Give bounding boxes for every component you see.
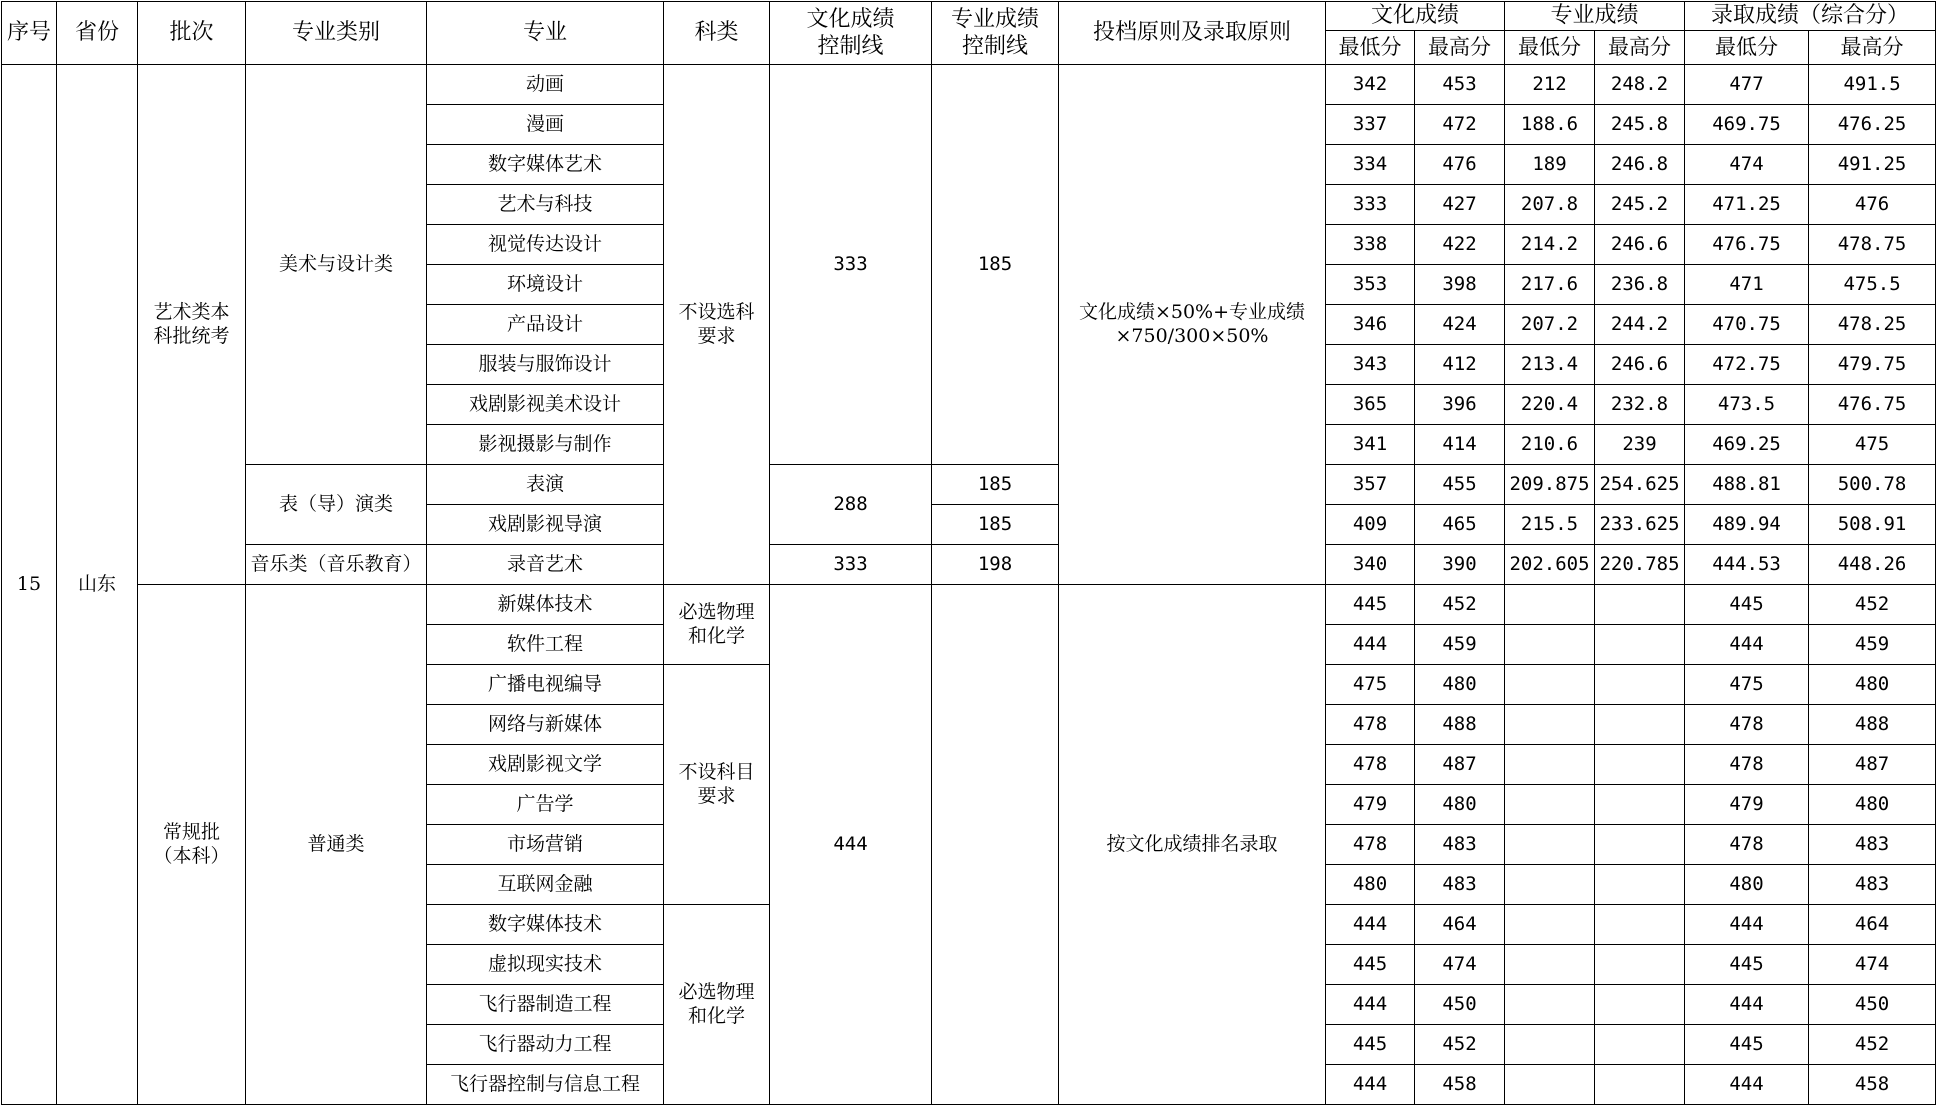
- pro-min-cell: [1505, 785, 1595, 825]
- regular-principle-cell: 按文化成绩排名录取: [1059, 585, 1326, 1105]
- culture-max-cell: 390: [1415, 545, 1505, 585]
- pro-max-cell: 245.2: [1595, 185, 1685, 225]
- pro-max-cell: 236.8: [1595, 265, 1685, 305]
- pro-min-cell: [1505, 705, 1595, 745]
- pro-max-cell: [1595, 865, 1685, 905]
- regular-category-cell: 普通类: [246, 585, 427, 1105]
- pro-max-cell: [1595, 825, 1685, 865]
- header-culture-line: 文化成绩 控制线: [770, 2, 932, 65]
- admissions-table: [1, 1, 1936, 1105]
- pro-max-cell: 244.2: [1595, 305, 1685, 345]
- header-admit-score: 录取成绩（综合分）: [1685, 2, 1936, 31]
- pro-max-cell: [1595, 1025, 1685, 1065]
- subject-phys-chem-cell: 必选物理 和化学: [664, 585, 770, 665]
- pro-min-cell: [1505, 825, 1595, 865]
- culture-min-cell: 445: [1326, 945, 1415, 985]
- admit-max-cell: 508.91: [1809, 505, 1936, 545]
- pro-min-cell: 207.8: [1505, 185, 1595, 225]
- culture-min-cell: 478: [1326, 745, 1415, 785]
- culture-max-cell: 396: [1415, 385, 1505, 425]
- culture-max-cell: 480: [1415, 665, 1505, 705]
- culture-min-cell: 479: [1326, 785, 1415, 825]
- culture-max-cell: 414: [1415, 425, 1505, 465]
- pro-min-cell: 217.6: [1505, 265, 1595, 305]
- category-perform-cell: 表（导）演类: [246, 465, 427, 545]
- culture-min-cell: 337: [1326, 105, 1415, 145]
- admit-max-cell: 476: [1809, 185, 1936, 225]
- major-cell: 软件工程: [427, 625, 664, 665]
- admit-min-cell: 480: [1685, 865, 1809, 905]
- admit-min-cell: 469.75: [1685, 105, 1809, 145]
- culture-max-cell: 450: [1415, 985, 1505, 1025]
- pro-min-cell: [1505, 1065, 1595, 1105]
- culture-max-cell: 459: [1415, 625, 1505, 665]
- pro-max-cell: 254.625: [1595, 465, 1685, 505]
- culture-max-cell: 476: [1415, 145, 1505, 185]
- admit-max-cell: 491.5: [1809, 65, 1936, 105]
- culture-min-cell: 341: [1326, 425, 1415, 465]
- major-cell: 飞行器制造工程: [427, 985, 664, 1025]
- culture-min-cell: 480: [1326, 865, 1415, 905]
- header-culture-max: 最高分: [1415, 31, 1505, 65]
- pro-max-cell: [1595, 905, 1685, 945]
- header-row: [2, 2, 1936, 31]
- culture-max-cell: 483: [1415, 825, 1505, 865]
- culture-max-cell: 488: [1415, 705, 1505, 745]
- culture-min-cell: 342: [1326, 65, 1415, 105]
- culture-min-cell: 340: [1326, 545, 1415, 585]
- admit-max-cell: 480: [1809, 785, 1936, 825]
- culture-max-cell: 464: [1415, 905, 1505, 945]
- pro-min-cell: 209.875: [1505, 465, 1595, 505]
- admit-max-cell: 475: [1809, 425, 1936, 465]
- culture-max-cell: 422: [1415, 225, 1505, 265]
- pro-min-cell: 213.4: [1505, 345, 1595, 385]
- regular-pro-line-cell: [932, 585, 1059, 1105]
- culture-min-cell: 353: [1326, 265, 1415, 305]
- header-major: 专业: [427, 2, 664, 65]
- admit-min-cell: 478: [1685, 705, 1809, 745]
- admit-max-cell: 480: [1809, 665, 1936, 705]
- culture-max-cell: 474: [1415, 945, 1505, 985]
- table-row: [2, 465, 1936, 505]
- pro-max-cell: [1595, 745, 1685, 785]
- pro-max-cell: 246.8: [1595, 145, 1685, 185]
- admit-min-cell: 488.81: [1685, 465, 1809, 505]
- header-principle: 投档原则及录取原则: [1059, 2, 1326, 65]
- pro-min-cell: 215.5: [1505, 505, 1595, 545]
- culture-max-cell: 458: [1415, 1065, 1505, 1105]
- header-pro-line: 专业成绩 控制线: [932, 2, 1059, 65]
- culture-max-cell: 412: [1415, 345, 1505, 385]
- admit-max-cell: 488: [1809, 705, 1936, 745]
- major-cell: 戏剧影视美术设计: [427, 385, 664, 425]
- culture-max-cell: 455: [1415, 465, 1505, 505]
- admit-min-cell: 445: [1685, 585, 1809, 625]
- province-cell: 山东: [57, 65, 138, 1105]
- pro-max-cell: [1595, 785, 1685, 825]
- admit-max-cell: 483: [1809, 865, 1936, 905]
- admit-min-cell: 476.75: [1685, 225, 1809, 265]
- admit-min-cell: 479: [1685, 785, 1809, 825]
- admit-min-cell: 444.53: [1685, 545, 1809, 585]
- table-row: [2, 585, 1936, 625]
- pro-min-cell: [1505, 625, 1595, 665]
- pro-min-cell: 207.2: [1505, 305, 1595, 345]
- major-cell: 录音艺术: [427, 545, 664, 585]
- major-cell: 虚拟现实技术: [427, 945, 664, 985]
- category-design-cell: 美术与设计类: [246, 65, 427, 465]
- art-batch-cell: 艺术类本 科批统考: [138, 65, 246, 585]
- culture-min-cell: 478: [1326, 705, 1415, 745]
- major-cell: 数字媒体技术: [427, 905, 664, 945]
- admit-min-cell: 489.94: [1685, 505, 1809, 545]
- pro-max-cell: 246.6: [1595, 225, 1685, 265]
- admit-max-cell: 452: [1809, 585, 1936, 625]
- culture-min-cell: 444: [1326, 905, 1415, 945]
- admit-min-cell: 444: [1685, 625, 1809, 665]
- pro-max-cell: [1595, 625, 1685, 665]
- pro-min-cell: [1505, 665, 1595, 705]
- pro-max-cell: [1595, 1065, 1685, 1105]
- header-admit-min: 最低分: [1685, 31, 1809, 65]
- major-cell: 动画: [427, 65, 664, 105]
- music-pro-line-cell: 198: [932, 545, 1059, 585]
- admit-max-cell: 448.26: [1809, 545, 1936, 585]
- culture-min-cell: 444: [1326, 625, 1415, 665]
- culture-min-cell: 334: [1326, 145, 1415, 185]
- major-cell: 广播电视编导: [427, 665, 664, 705]
- pro-max-cell: [1595, 585, 1685, 625]
- culture-max-cell: 465: [1415, 505, 1505, 545]
- admit-max-cell: 476.75: [1809, 385, 1936, 425]
- admit-min-cell: 473.5: [1685, 385, 1809, 425]
- admit-min-cell: 478: [1685, 825, 1809, 865]
- pro-max-cell: 233.625: [1595, 505, 1685, 545]
- culture-max-cell: 424: [1415, 305, 1505, 345]
- culture-max-cell: 487: [1415, 745, 1505, 785]
- admit-max-cell: 476.25: [1809, 105, 1936, 145]
- header-subject: 科类: [664, 2, 770, 65]
- major-cell: 影视摄影与制作: [427, 425, 664, 465]
- pro-max-cell: [1595, 985, 1685, 1025]
- admit-max-cell: 487: [1809, 745, 1936, 785]
- major-cell: 飞行器控制与信息工程: [427, 1065, 664, 1105]
- pro-max-cell: [1595, 945, 1685, 985]
- art-subject-cell: 不设选科 要求: [664, 65, 770, 585]
- pro-min-cell: [1505, 745, 1595, 785]
- header-pro-score: 专业成绩: [1505, 2, 1685, 31]
- perform-pro-line-cell: 185: [932, 505, 1059, 545]
- header-culture-min: 最低分: [1326, 31, 1415, 65]
- culture-min-cell: 409: [1326, 505, 1415, 545]
- culture-min-cell: 333: [1326, 185, 1415, 225]
- admit-min-cell: 469.25: [1685, 425, 1809, 465]
- admit-max-cell: 478.25: [1809, 305, 1936, 345]
- culture-max-cell: 453: [1415, 65, 1505, 105]
- culture-min-cell: 343: [1326, 345, 1415, 385]
- perform-pro-line-cell: 185: [932, 465, 1059, 505]
- culture-max-cell: 483: [1415, 865, 1505, 905]
- pro-min-cell: 220.4: [1505, 385, 1595, 425]
- pro-max-cell: 246.6: [1595, 345, 1685, 385]
- admit-max-cell: 458: [1809, 1065, 1936, 1105]
- major-cell: 艺术与科技: [427, 185, 664, 225]
- pro-max-cell: [1595, 705, 1685, 745]
- perform-culture-line-cell: 288: [770, 465, 932, 545]
- admit-min-cell: 444: [1685, 985, 1809, 1025]
- admit-min-cell: 445: [1685, 945, 1809, 985]
- admit-min-cell: 444: [1685, 905, 1809, 945]
- major-cell: 新媒体技术: [427, 585, 664, 625]
- culture-min-cell: 338: [1326, 225, 1415, 265]
- culture-min-cell: 445: [1326, 585, 1415, 625]
- admit-max-cell: 459: [1809, 625, 1936, 665]
- admit-min-cell: 445: [1685, 1025, 1809, 1065]
- culture-min-cell: 365: [1326, 385, 1415, 425]
- pro-min-cell: 210.6: [1505, 425, 1595, 465]
- pro-max-cell: 232.8: [1595, 385, 1685, 425]
- major-cell: 表演: [427, 465, 664, 505]
- pro-max-cell: 239: [1595, 425, 1685, 465]
- admit-max-cell: 464: [1809, 905, 1936, 945]
- culture-min-cell: 346: [1326, 305, 1415, 345]
- pro-min-cell: 214.2: [1505, 225, 1595, 265]
- admit-min-cell: 471: [1685, 265, 1809, 305]
- header-admit-max: 最高分: [1809, 31, 1936, 65]
- major-cell: 广告学: [427, 785, 664, 825]
- pro-max-cell: 220.785: [1595, 545, 1685, 585]
- header-province: 省份: [57, 2, 138, 65]
- pro-min-cell: [1505, 865, 1595, 905]
- design-pro-line-cell: 185: [932, 65, 1059, 465]
- admit-min-cell: 444: [1685, 1065, 1809, 1105]
- major-cell: 服装与服饰设计: [427, 345, 664, 385]
- pro-min-cell: 188.6: [1505, 105, 1595, 145]
- culture-min-cell: 444: [1326, 1065, 1415, 1105]
- header-pro-min: 最低分: [1505, 31, 1595, 65]
- admit-min-cell: 477: [1685, 65, 1809, 105]
- major-cell: 互联网金融: [427, 865, 664, 905]
- culture-min-cell: 357: [1326, 465, 1415, 505]
- table-row: [2, 545, 1936, 585]
- header-culture-score: 文化成绩: [1326, 2, 1505, 31]
- culture-max-cell: 427: [1415, 185, 1505, 225]
- major-cell: 戏剧影视文学: [427, 745, 664, 785]
- regular-batch-cell: 常规批 （本科）: [138, 585, 246, 1105]
- culture-min-cell: 445: [1326, 1025, 1415, 1065]
- admit-max-cell: 478.75: [1809, 225, 1936, 265]
- culture-max-cell: 472: [1415, 105, 1505, 145]
- major-cell: 市场营销: [427, 825, 664, 865]
- header-category: 专业类别: [246, 2, 427, 65]
- pro-min-cell: 212: [1505, 65, 1595, 105]
- admit-max-cell: 475.5: [1809, 265, 1936, 305]
- culture-max-cell: 452: [1415, 1025, 1505, 1065]
- admit-max-cell: 491.25: [1809, 145, 1936, 185]
- admit-max-cell: 483: [1809, 825, 1936, 865]
- admit-max-cell: 474: [1809, 945, 1936, 985]
- music-culture-line-cell: 333: [770, 545, 932, 585]
- pro-max-cell: 245.8: [1595, 105, 1685, 145]
- culture-min-cell: 444: [1326, 985, 1415, 1025]
- pro-min-cell: 202.605: [1505, 545, 1595, 585]
- pro-max-cell: [1595, 665, 1685, 705]
- subject-phys-chem-cell: 必选物理 和化学: [664, 905, 770, 1105]
- admit-min-cell: 478: [1685, 745, 1809, 785]
- pro-min-cell: 189: [1505, 145, 1595, 185]
- pro-max-cell: 248.2: [1595, 65, 1685, 105]
- major-cell: 视觉传达设计: [427, 225, 664, 265]
- admit-min-cell: 472.75: [1685, 345, 1809, 385]
- major-cell: 产品设计: [427, 305, 664, 345]
- category-music-cell: 音乐类（音乐教育）: [246, 545, 427, 585]
- admit-min-cell: 475: [1685, 665, 1809, 705]
- art-principle-cell: 文化成绩×50%+专业成绩 ×750/300×50%: [1059, 65, 1326, 585]
- culture-max-cell: 480: [1415, 785, 1505, 825]
- regular-culture-line-cell: 444: [770, 585, 932, 1105]
- culture-min-cell: 478: [1326, 825, 1415, 865]
- culture-max-cell: 398: [1415, 265, 1505, 305]
- pro-min-cell: [1505, 945, 1595, 985]
- major-cell: 环境设计: [427, 265, 664, 305]
- admit-max-cell: 452: [1809, 1025, 1936, 1065]
- culture-min-cell: 475: [1326, 665, 1415, 705]
- major-cell: 飞行器动力工程: [427, 1025, 664, 1065]
- admit-max-cell: 450: [1809, 985, 1936, 1025]
- major-cell: 漫画: [427, 105, 664, 145]
- pro-min-cell: [1505, 1025, 1595, 1065]
- major-cell: 数字媒体艺术: [427, 145, 664, 185]
- pro-min-cell: [1505, 985, 1595, 1025]
- culture-max-cell: 452: [1415, 585, 1505, 625]
- header-batch: 批次: [138, 2, 246, 65]
- pro-min-cell: [1505, 585, 1595, 625]
- table-row: [2, 65, 1936, 105]
- admit-min-cell: 470.75: [1685, 305, 1809, 345]
- subject-none-cell: 不设科目 要求: [664, 665, 770, 905]
- admit-max-cell: 500.78: [1809, 465, 1936, 505]
- header-pro-max: 最高分: [1595, 31, 1685, 65]
- admit-max-cell: 479.75: [1809, 345, 1936, 385]
- major-cell: 戏剧影视导演: [427, 505, 664, 545]
- pro-min-cell: [1505, 905, 1595, 945]
- design-culture-line-cell: 333: [770, 65, 932, 465]
- admit-min-cell: 474: [1685, 145, 1809, 185]
- seq-cell: 15: [2, 65, 57, 1105]
- header-seq: 序号: [2, 2, 57, 65]
- major-cell: 网络与新媒体: [427, 705, 664, 745]
- admit-min-cell: 471.25: [1685, 185, 1809, 225]
